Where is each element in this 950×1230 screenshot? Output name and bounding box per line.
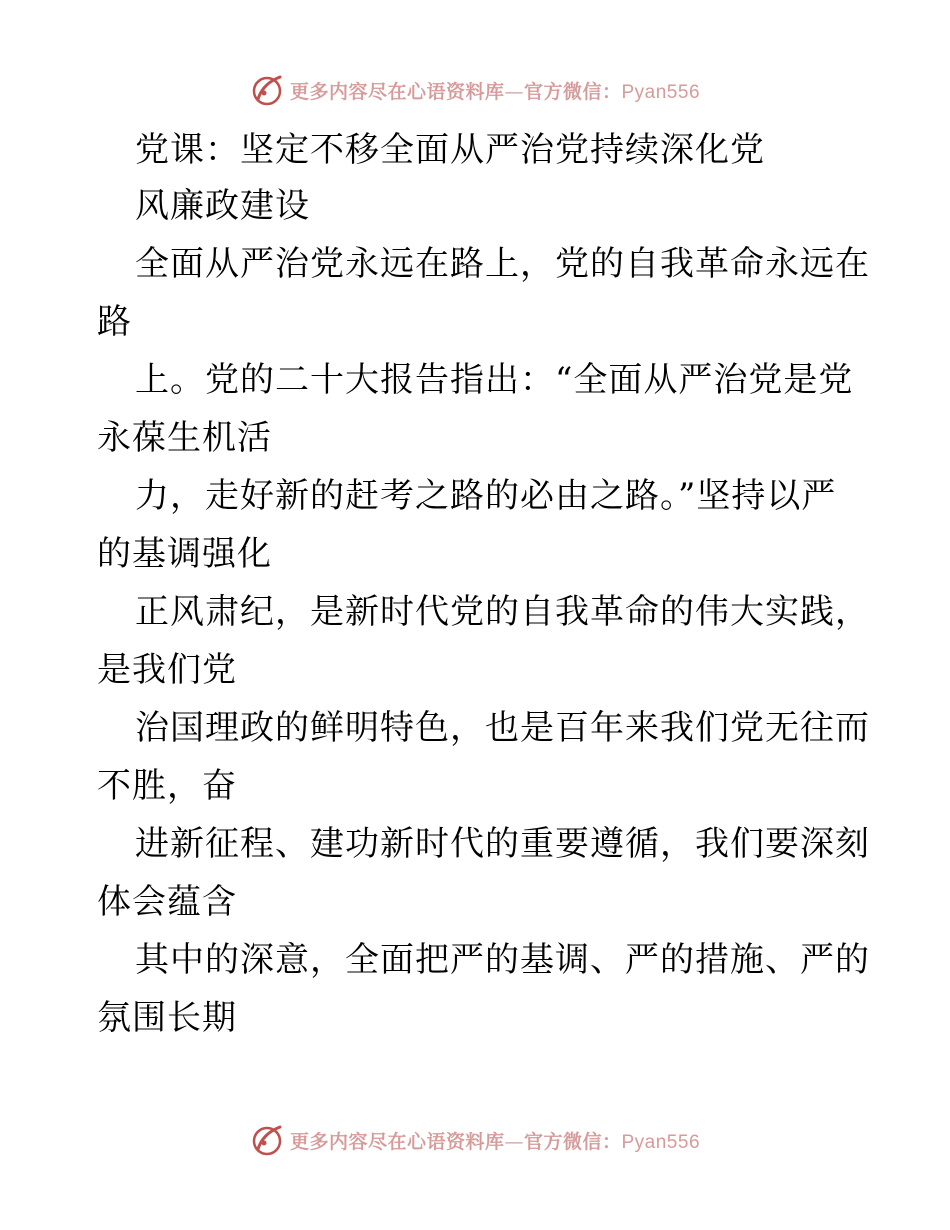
paragraph-line: 的基调强化 [97,534,272,574]
paragraph-line: 体会蕴含 [97,882,237,922]
title-line-1: 党课：坚定不移全面从严治党持续深化党 [135,130,765,170]
paragraph-line: 其中的深意，全面把严的基调、严的措施、严的 [135,940,870,980]
banner-wechat-label: 官方微信： [523,80,622,103]
title-line-2: 风廉政建设 [135,186,310,226]
banner-wechat-id: Pyan556 [621,81,701,103]
paragraph-line: 不胜，奋 [97,766,237,806]
header-banner [0,70,950,110]
pen-swirl-logo-icon [250,73,284,107]
pen-swirl-logo-icon [250,1123,284,1157]
paragraph-line: 永葆生机活 [97,418,272,458]
paragraph-line: 正风肃纪，是新时代党的自我革命的伟大实践， [135,592,870,632]
footer-banner-content [250,1123,700,1157]
paragraph-line: 治国理政的鲜明特色，也是百年来我们党无往而 [135,708,870,748]
banner-site-text: 更多内容尽在心语资料库 [289,1130,505,1153]
banner-wechat-id: Pyan556 [621,1131,701,1153]
banner-site-text: 更多内容尽在心语资料库 [289,80,505,103]
banner-text [290,77,700,104]
paragraph-line: 进新征程、建功新时代的重要遵循，我们要深刻 [135,824,870,864]
banner-separator: — [504,80,524,103]
paragraph-line: 全面从严治党永远在路上，党的自我革命永远在 [135,244,870,284]
paragraph-line: 上。党的二十大报告指出：“全面从严治党是党 [135,360,854,400]
paragraph-line: 路 [97,302,132,342]
header-banner-content [250,73,700,107]
footer-banner [0,1120,950,1160]
banner-separator: — [504,1130,524,1153]
banner-wechat-label: 官方微信： [523,1130,622,1153]
paragraph-line: 力，走好新的赶考之路的必由之路。”坚持以严 [135,476,837,516]
banner-text [290,1127,700,1154]
paragraph-line: 是我们党 [97,650,237,690]
paragraph-line: 氛围长期 [97,998,237,1038]
